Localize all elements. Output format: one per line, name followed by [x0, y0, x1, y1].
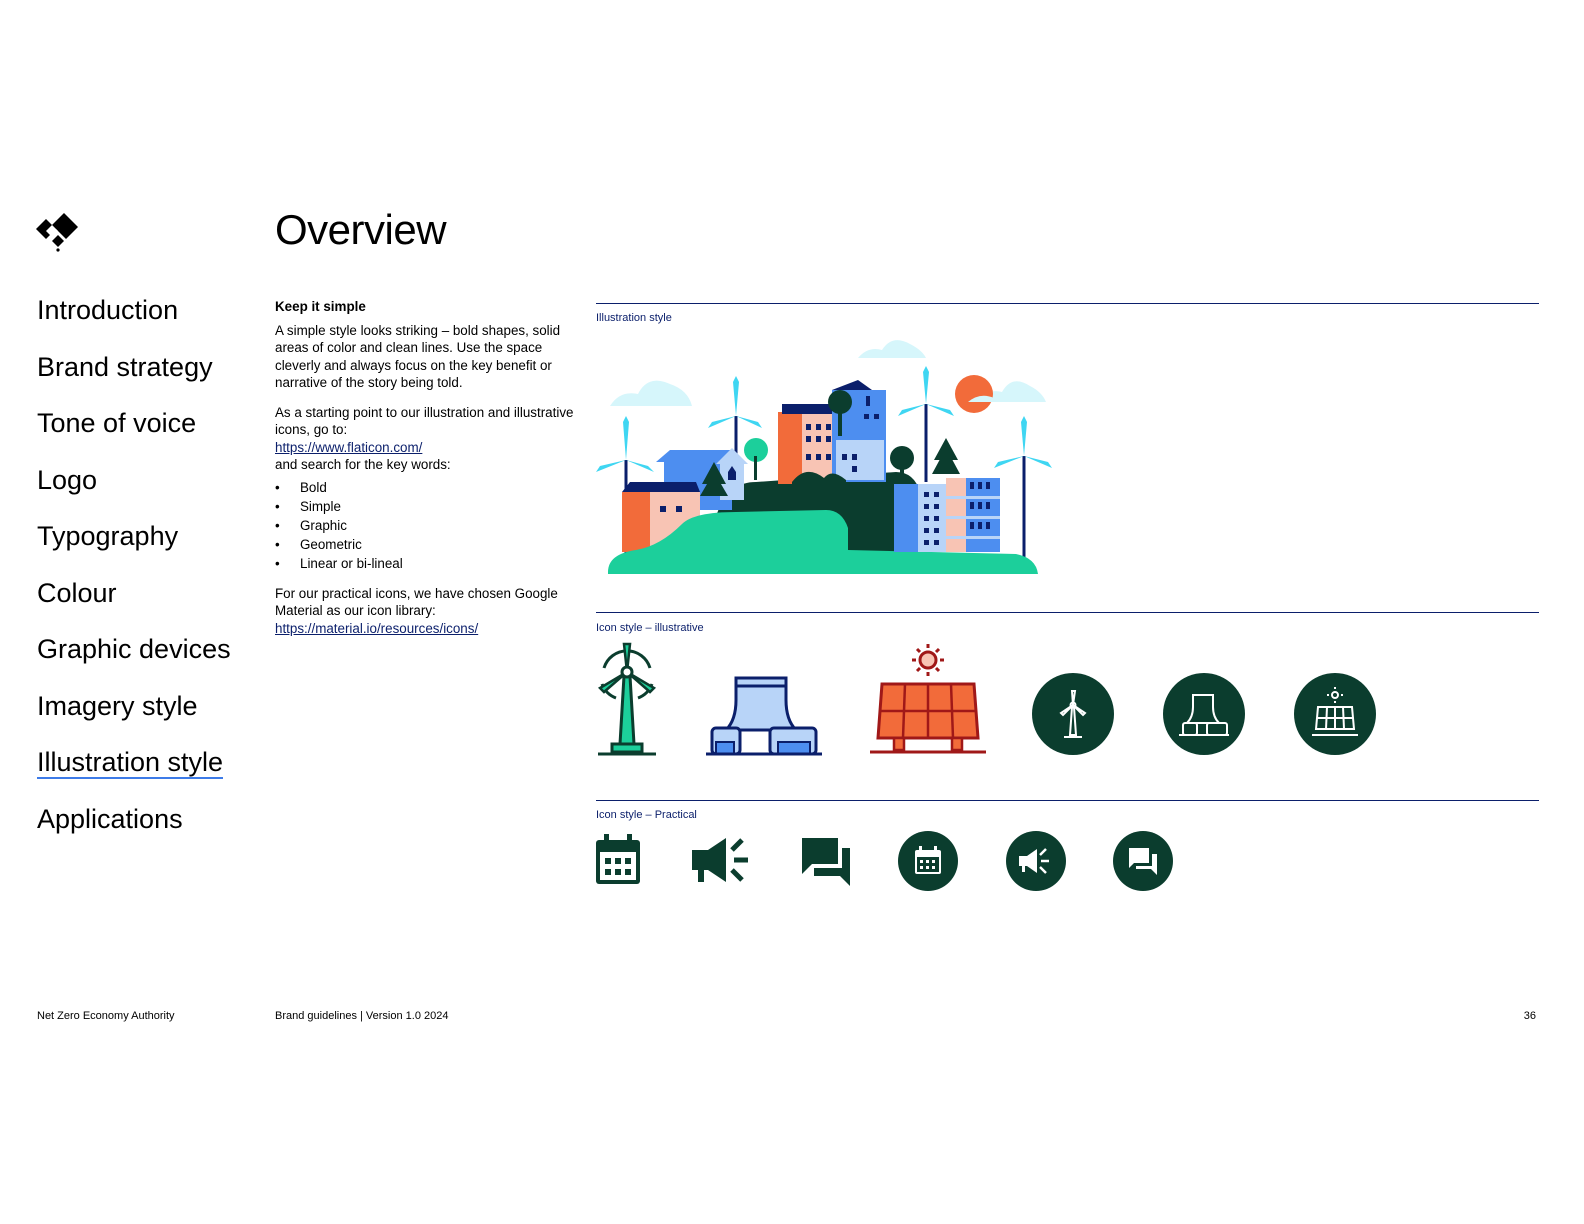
paragraph-text: and search for the key words: [275, 457, 451, 472]
calendar-icon [594, 834, 642, 886]
section-label: Icon style – Practical [596, 809, 697, 821]
chat-circle-icon [1113, 831, 1173, 891]
town-illustration [596, 332, 1056, 584]
list-item: • Bold [300, 478, 580, 497]
wind-turbine-circle-icon [1032, 673, 1114, 755]
paragraph-text: As a starting point to our illustration and illustrative icons, go to: [275, 404, 574, 437]
nav-item-introduction[interactable] [37, 292, 257, 349]
nav-item-typography[interactable] [37, 518, 257, 575]
nav-item-label: Graphic devices [37, 634, 231, 664]
list-item: • Simple [300, 497, 580, 516]
divider [596, 303, 1539, 304]
section-heading: Keep it simple [275, 299, 366, 314]
solar-panel-circle-icon [1294, 673, 1376, 755]
footer-doc: Brand guidelines | Version 1.0 2024 [275, 1010, 449, 1022]
list-item: • Geometric [300, 535, 580, 554]
calendar-circle-icon [898, 831, 958, 891]
list-item: • Graphic [300, 516, 580, 535]
section-label: Illustration style [596, 312, 672, 324]
divider [596, 800, 1539, 801]
body-copy [275, 298, 580, 649]
section-label: Icon style – illustrative [596, 622, 704, 634]
footer-org: Net Zero Economy Authority [37, 1010, 175, 1022]
nav-item-label: Imagery style [37, 690, 198, 721]
page-number: 36 [1523, 1010, 1536, 1022]
solar-panel-icon [868, 642, 988, 762]
paragraph-links [275, 404, 580, 474]
keyword-list [275, 478, 580, 573]
brand-logo [36, 213, 80, 253]
material-icons-link[interactable]: https://material.io/resources/icons/ [275, 620, 479, 636]
nav-item-imagery-style[interactable] [37, 688, 257, 745]
nav-item-illustration-style[interactable] [37, 744, 257, 801]
paragraph-links [275, 585, 580, 638]
megaphone-circle-icon [1006, 831, 1066, 891]
nav-item-label: Illustration style [37, 747, 224, 777]
nav-item-label: Tone of voice [37, 408, 197, 438]
nav-item-logo[interactable] [37, 462, 257, 519]
nav-item-graphic-devices[interactable] [37, 631, 257, 688]
nav-item-brand-strategy[interactable] [37, 349, 257, 406]
page-title: Overview [275, 206, 447, 253]
paragraph-text: For our practical icons, we have chosen Google Material as our icon library: [275, 585, 558, 618]
paragraph: A simple style looks striking – bold shapes, solid areas of color and clean lines. Use the space cleverly and always focus on the key benefit or narrative of the story being told. [275, 322, 561, 390]
nav-item-label: Logo [37, 464, 98, 495]
nav-item-label: Applications [37, 803, 183, 834]
nav-item-tone-of-voice[interactable] [37, 405, 257, 462]
nav-item-label: Brand strategy [37, 351, 213, 382]
nav-item-label: Introduction [37, 295, 179, 325]
divider [596, 612, 1539, 613]
section-nav [37, 292, 257, 857]
nav-item-label: Typography [37, 521, 179, 551]
power-plant-circle-icon [1163, 673, 1245, 755]
power-plant-icon [706, 672, 822, 762]
nav-item-colour[interactable] [37, 575, 257, 632]
list-item: • Linear or bi-lineal [300, 554, 580, 573]
chat-icon [800, 836, 852, 888]
wind-turbine-icon [594, 640, 660, 760]
nav-item-label: Colour [37, 577, 117, 608]
flaticon-link[interactable]: https://www.flaticon.com/ [275, 439, 423, 455]
megaphone-icon [690, 836, 752, 886]
nav-item-applications[interactable] [37, 801, 257, 858]
